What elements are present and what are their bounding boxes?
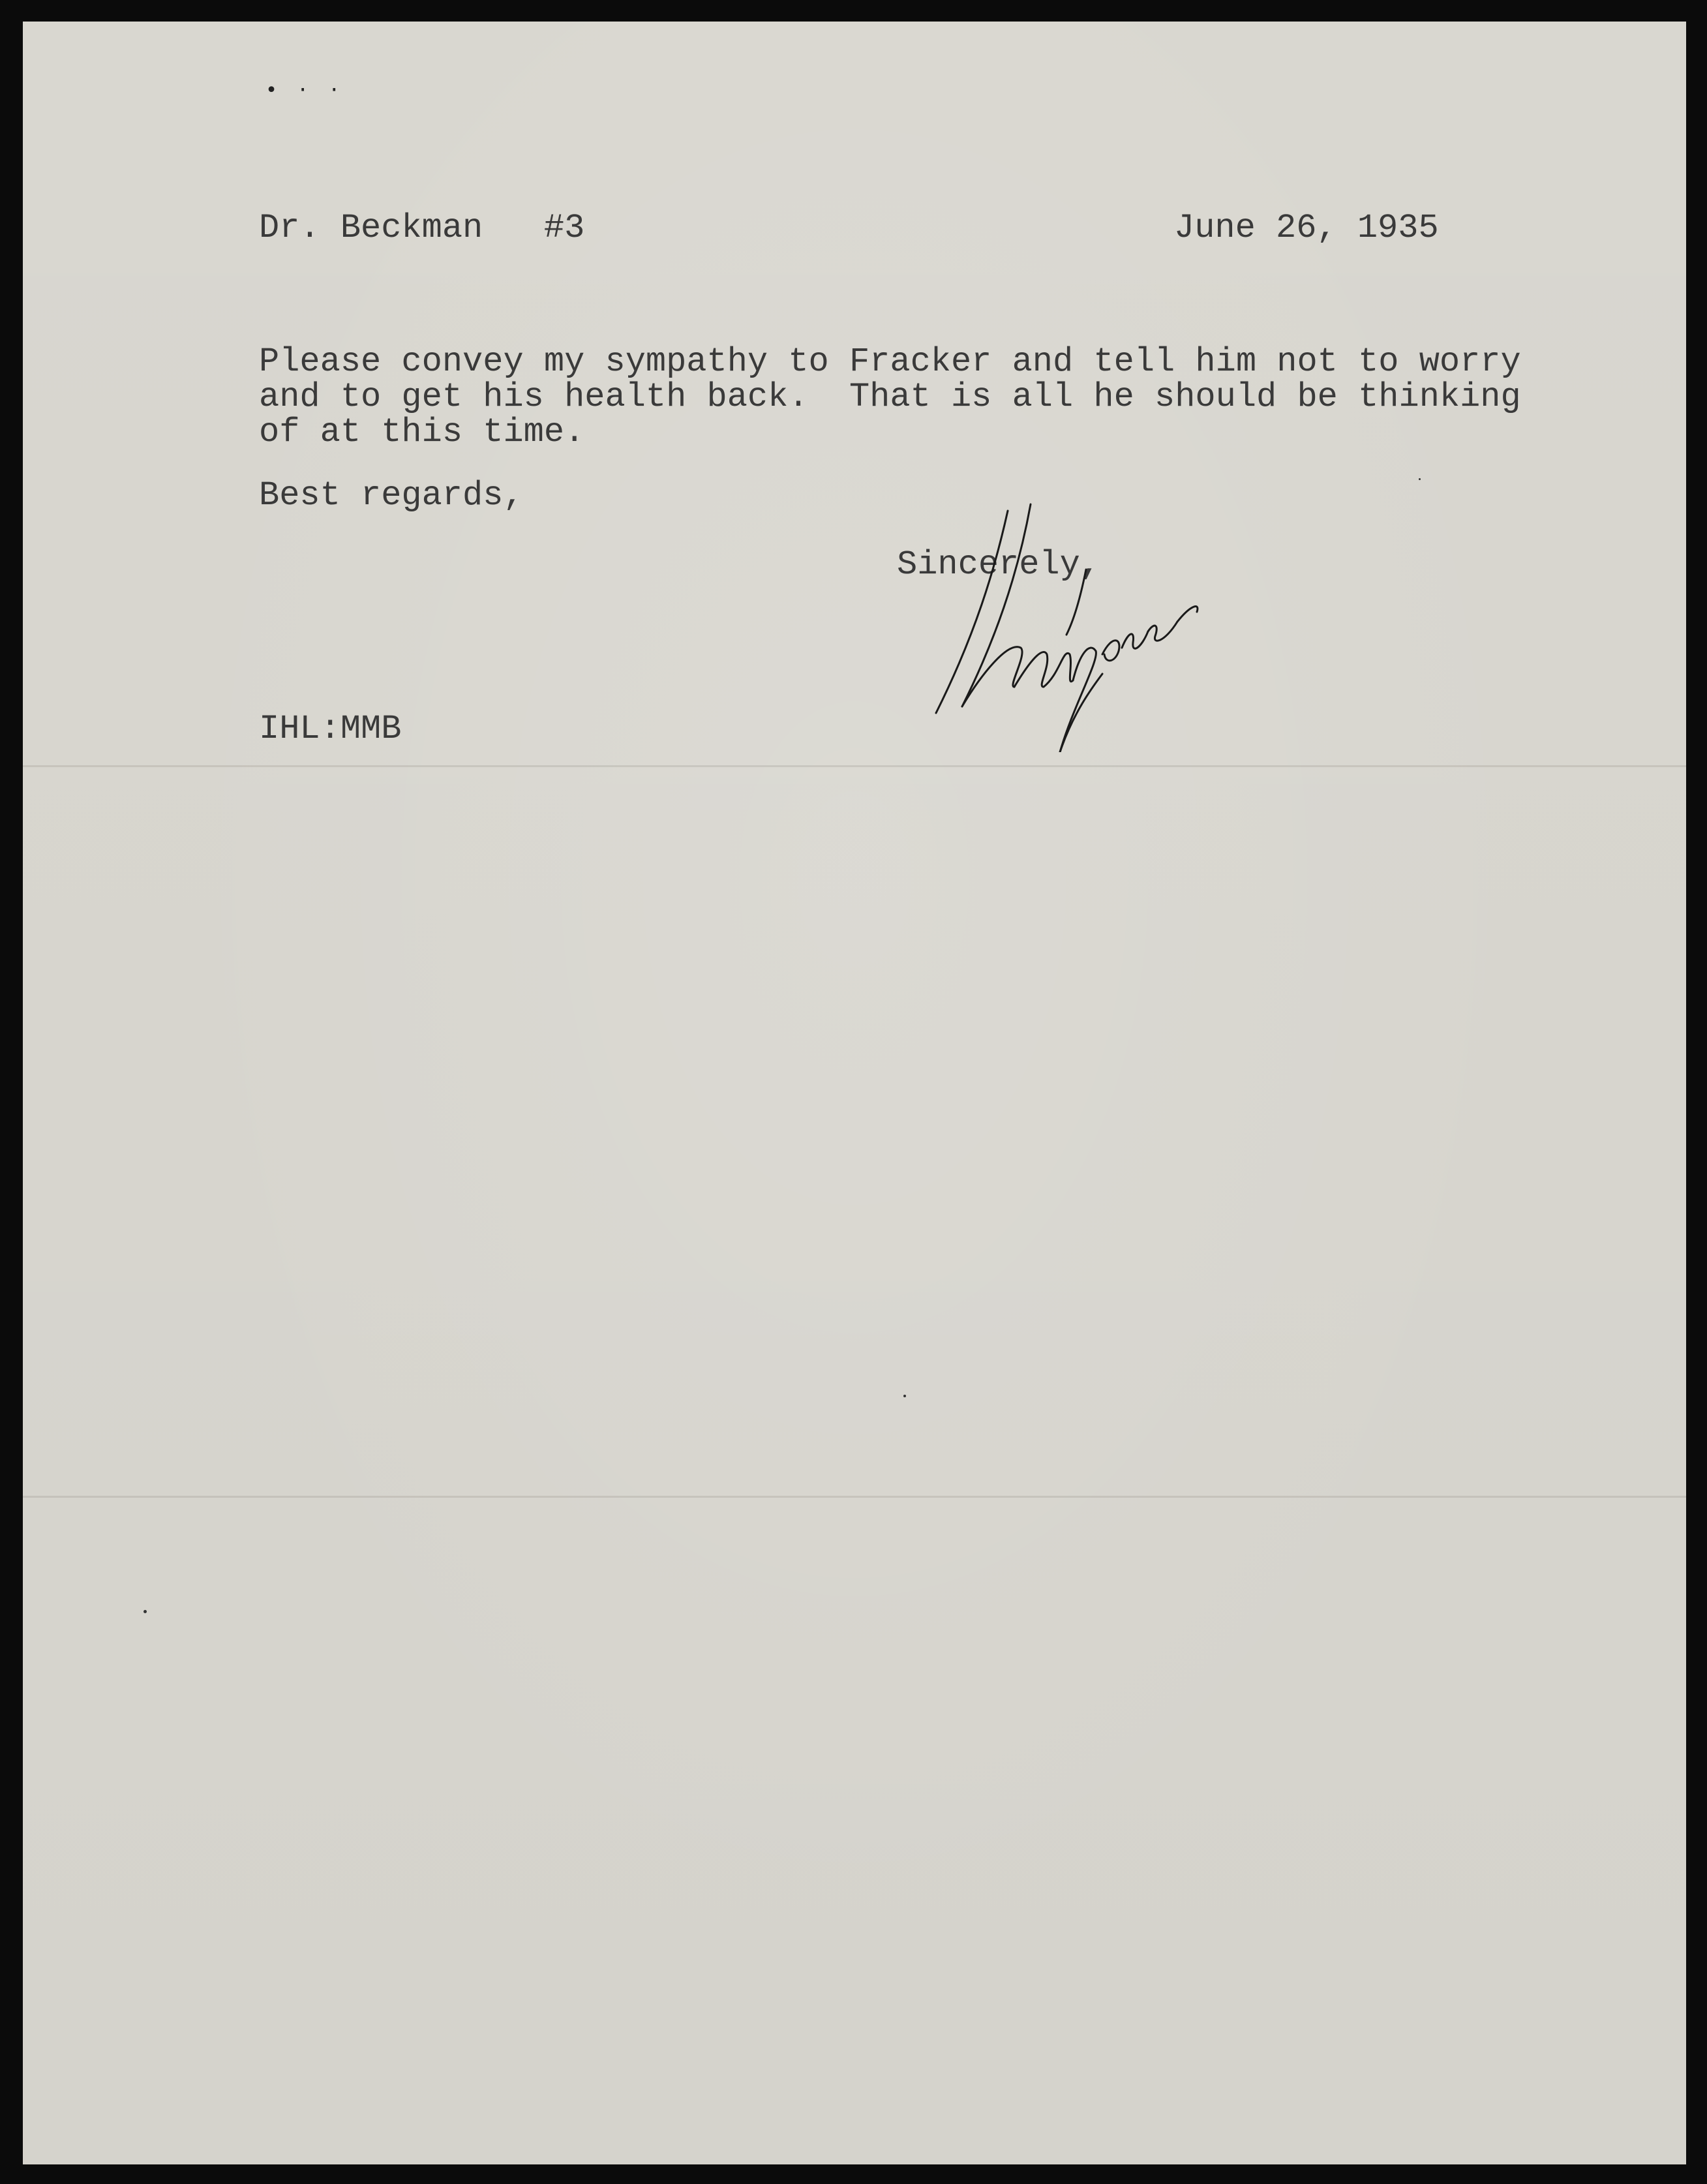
recipient-name: Dr. Beckman xyxy=(259,209,483,247)
paper-speck xyxy=(1419,478,1421,480)
letter-date: June 26, 1935 xyxy=(1174,209,1439,247)
top-marks: • · · xyxy=(265,79,344,102)
paper-speck xyxy=(144,1610,147,1613)
body-line: of at this time. xyxy=(259,413,585,451)
closing-regards: Best regards, xyxy=(259,476,524,515)
page-marker: #3 xyxy=(543,209,585,247)
reference-initials: IHL:MMB xyxy=(259,710,402,748)
letter-body xyxy=(259,344,1521,450)
closing-sincerely: Sincerely, xyxy=(897,545,1101,584)
body-line: and to get his health back. That is all he should be thinking xyxy=(259,378,1521,416)
fold-line xyxy=(23,1496,1686,1498)
recipient-line xyxy=(259,211,584,246)
body-line: Please convey my sympathy to Fracker and tell him not to worry xyxy=(259,342,1521,381)
letter-page xyxy=(23,22,1686,2164)
fold-line xyxy=(23,765,1686,767)
paper-speck xyxy=(903,1395,906,1397)
handwritten-signature xyxy=(923,491,1210,752)
